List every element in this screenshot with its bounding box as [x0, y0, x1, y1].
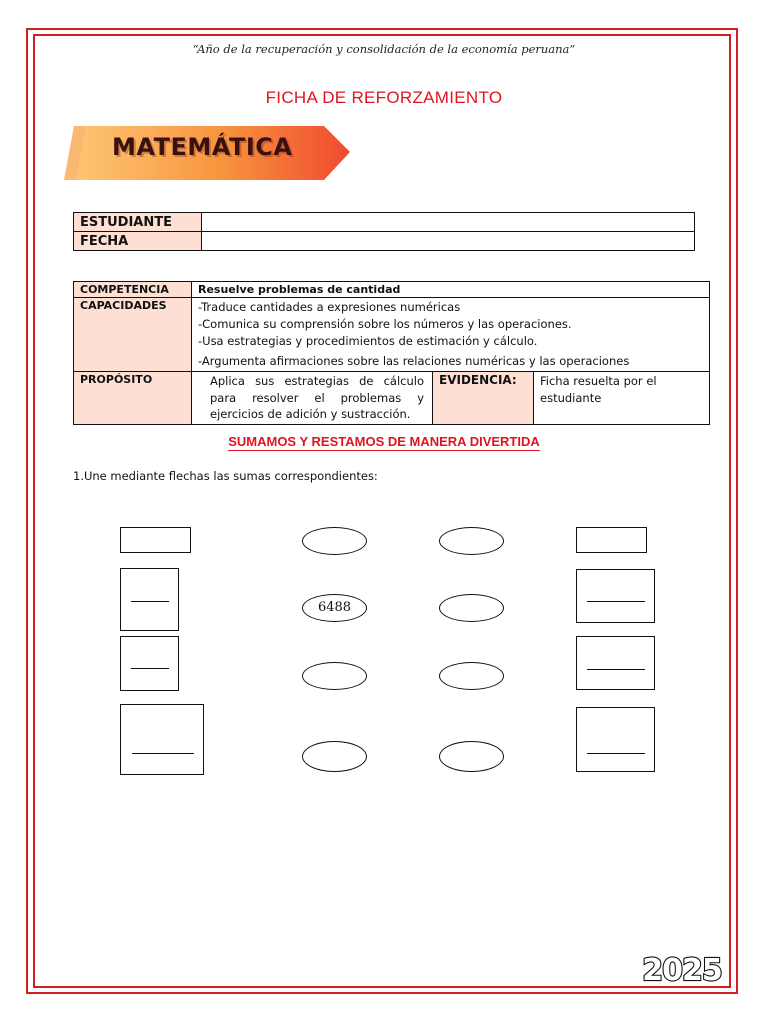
student-field[interactable]: [202, 213, 695, 232]
answer-oval[interactable]: [302, 662, 367, 690]
competencia-value: Resuelve problemas de cantidad: [192, 282, 710, 298]
competencia-label: COMPETENCIA: [74, 282, 192, 298]
capacidad-item: -Usa estrategias y procedimientos de estimación y cálculo.: [198, 334, 538, 348]
answer-blank-line: [131, 601, 169, 602]
answer-oval[interactable]: [439, 594, 504, 622]
capacidad-item: -Comunica su comprensión sobre los números y las operaciones.: [198, 317, 572, 331]
answer-box[interactable]: [576, 569, 655, 623]
student-info-table: [73, 212, 695, 251]
answer-blank-line: [132, 753, 194, 754]
evidencia-value: Ficha resuelta por el estudiante: [534, 372, 710, 425]
date-label: FECHA: [74, 232, 202, 251]
answer-box[interactable]: [576, 707, 655, 772]
answer-box[interactable]: [120, 527, 191, 553]
answer-blank-line: [587, 753, 645, 754]
answer-oval[interactable]: [302, 741, 367, 772]
capacidad-item: -Traduce cantidades a expresiones numéricas: [198, 300, 461, 314]
page-title: FICHA DE REFORZAMIENTO: [265, 88, 503, 107]
year-badge-text: 2025: [642, 953, 722, 987]
answer-box[interactable]: [576, 636, 655, 690]
answer-oval[interactable]: [439, 741, 504, 772]
year-badge-2025: [642, 951, 722, 987]
header-motto: “Año de la recuperación y consolidación de la economía peruana”: [192, 42, 576, 56]
answer-box[interactable]: [120, 636, 179, 691]
oval-value: 6488: [317, 600, 352, 615]
answer-oval[interactable]: [439, 527, 504, 555]
proposito-value: Aplica sus estrategias de cálculo para resolver el problemas y ejercicios de adición y sustracción.: [192, 372, 433, 425]
subject-banner-text: MATEMÁTICA: [112, 133, 293, 161]
answer-blank-line: [587, 669, 645, 670]
capacidad-item: -Argumenta afirmaciones sobre las relaciones numéricas y las operaciones: [198, 354, 630, 368]
answer-blank-line: [131, 668, 169, 669]
date-field[interactable]: [202, 232, 695, 251]
proposito-label: PROPÓSITO: [74, 372, 192, 425]
competency-table: [73, 281, 710, 425]
answer-box[interactable]: [120, 568, 179, 631]
capacidades-list: [192, 298, 710, 372]
activity-subtitle: [0, 434, 768, 449]
answer-box[interactable]: [576, 527, 647, 553]
answer-oval[interactable]: [302, 527, 367, 555]
activity-subtitle-text: SUMAMOS Y RESTAMOS DE MANERA DIVERTIDA: [228, 434, 540, 449]
answer-box[interactable]: [120, 704, 204, 775]
student-label: ESTUDIANTE: [74, 213, 202, 232]
answer-blank-line: [587, 601, 645, 602]
answer-oval-filled[interactable]: [302, 594, 367, 622]
activity-instruction: 1.Une mediante flechas las sumas correspondientes:: [73, 469, 378, 483]
evidencia-label: EVIDENCIA:: [433, 372, 534, 425]
answer-oval[interactable]: [439, 662, 504, 690]
capacidades-label: CAPACIDADES: [74, 298, 192, 372]
